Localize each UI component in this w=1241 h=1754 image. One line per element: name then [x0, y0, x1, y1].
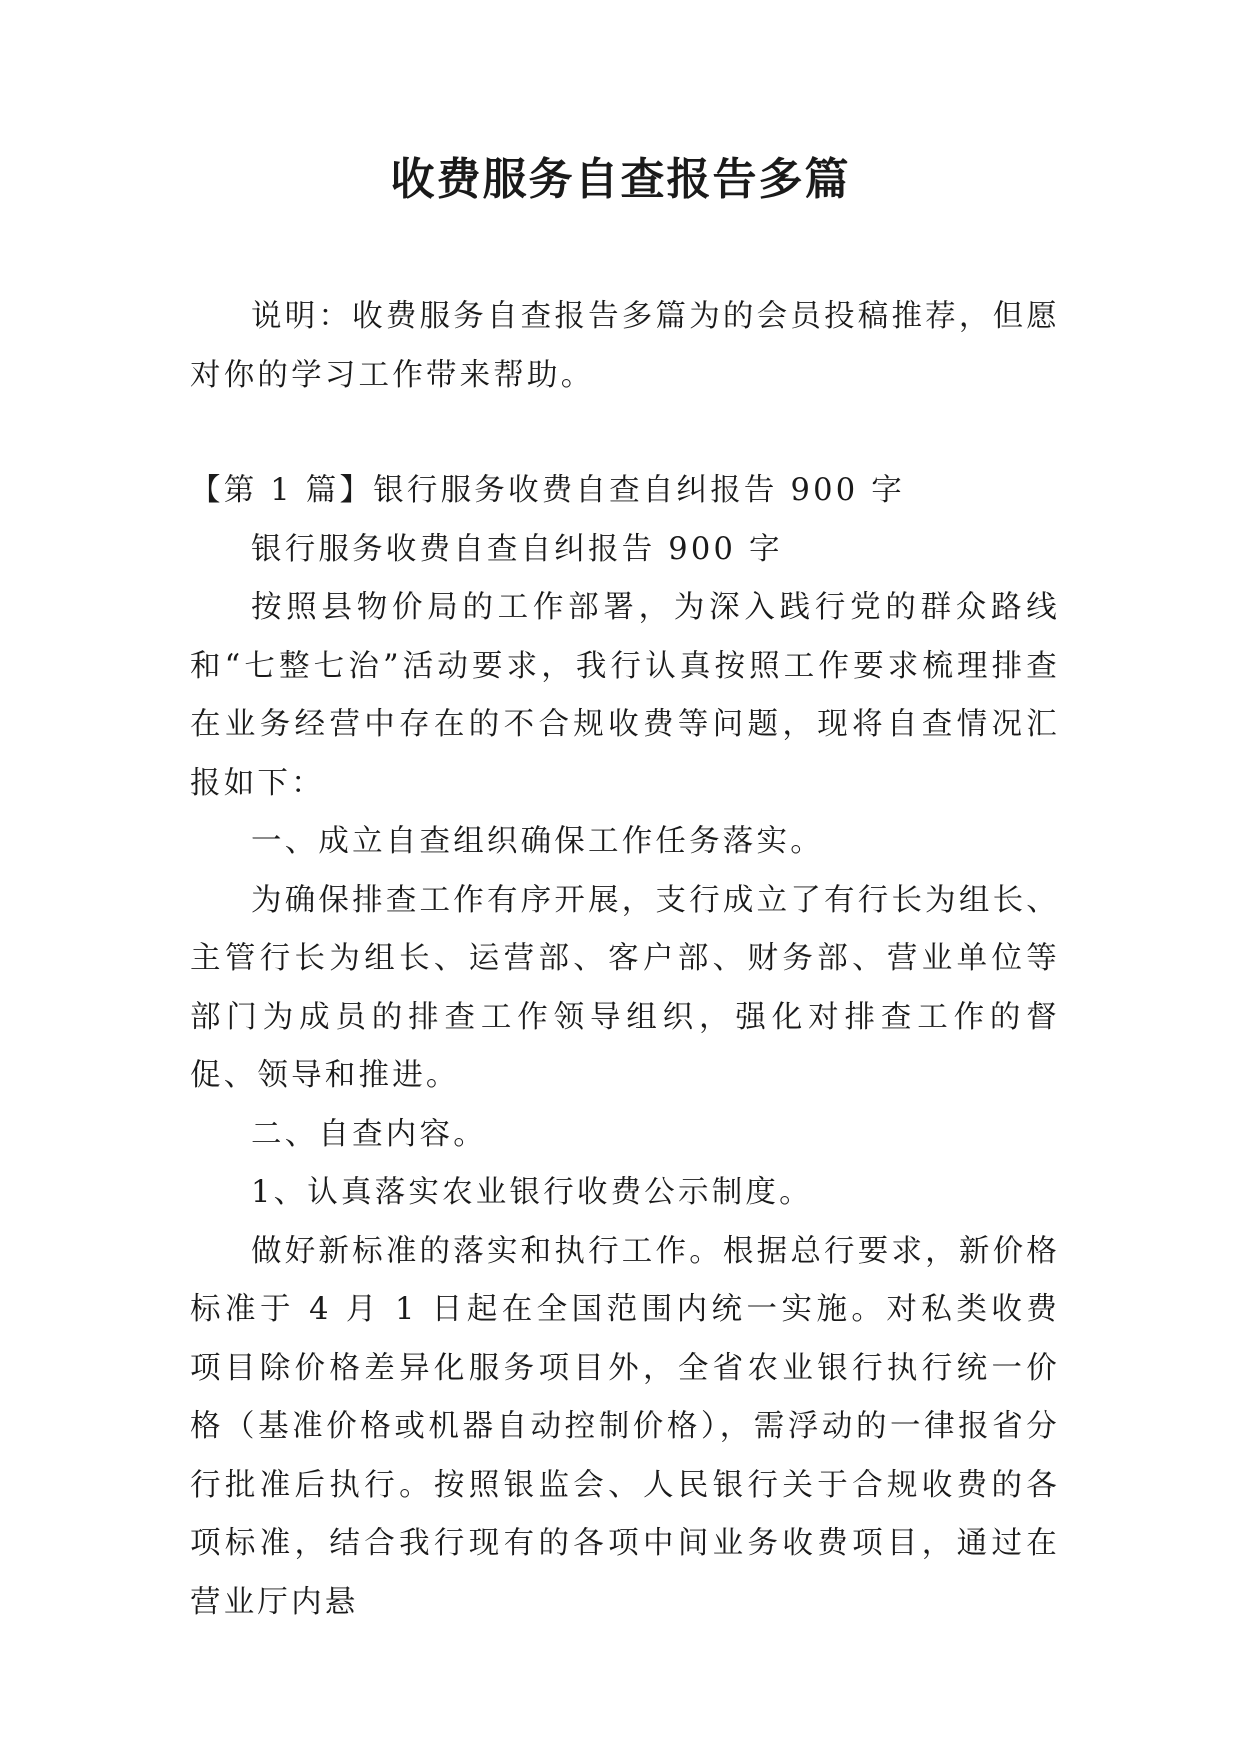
article-paragraph: 做好新标准的落实和执行工作。根据总行要求，新价格标准于 4 月 1 日起在全国范围内统一实施。对私类收费项目除价格差异化服务项目外，全省农业银行执行统一价格（基准价格或机器自动控制价格），需浮动的一律报省分行批准后执行。按照银监会、人民银行关于合规收费的各项标准，结合我行现有的各项中间业务收费项目，通过在营业厅内悬	[190, 1233, 1060, 1620]
section-heading: 二、自查内容。	[251, 1116, 487, 1152]
article-section	[190, 462, 1060, 1632]
intro-paragraph: 说明：收费服务自查报告多篇为的会员投稿推荐，但愿对你的学习工作带来帮助。	[190, 299, 1060, 393]
article-paragraph: 按照县物价局的工作部署，为深入践行党的群众路线和“七整七治”活动要求，我行认真按照工作要求梳理排查在业务经营中存在的不合规收费等问题，现将自查情况汇报如下：	[190, 590, 1060, 801]
article-heading: 【第 1 篇】银行服务收费自查自纠报告 900 字	[190, 473, 905, 508]
document-title: 收费服务自查报告多篇	[390, 154, 851, 205]
subsection-heading: 1、认真落实农业银行收费公示制度。	[251, 1175, 813, 1210]
article-paragraph: 为确保排查工作有序开展，支行成立了有行长为组长、主管行长为组长、运营部、客户部、财务部、营业单位等部门为成员的排查工作领导组织，强化对排查工作的督促、领导和推进。	[190, 882, 1060, 1093]
intro-section	[190, 288, 1060, 405]
article-paragraph: 银行服务收费自查自纠报告 900 字	[251, 531, 783, 567]
section-heading: 一、成立自查组织确保工作任务落实。	[251, 824, 824, 859]
